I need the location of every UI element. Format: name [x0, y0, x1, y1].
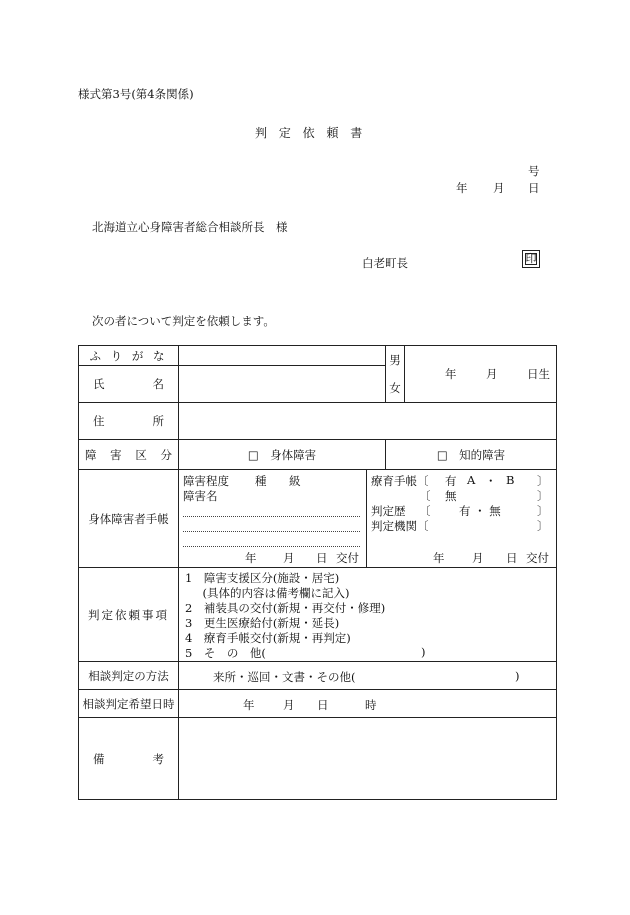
hope-date-label: 相談判定希望日時 [79, 690, 179, 718]
furigana-label: ふ り が な [79, 346, 179, 366]
hope-time: 時 [365, 698, 377, 712]
birth-date-cell[interactable] [405, 346, 557, 403]
method-value[interactable]: 来所・巡回・文書・その他( [213, 670, 356, 684]
history-label: 判定歴 [371, 504, 406, 518]
request-item-5[interactable]: 5 そ の 他( [185, 645, 266, 660]
issue-label: 交付 [526, 551, 549, 565]
disability-class-label: 障 害 区 分 [79, 440, 179, 470]
agency-label: 判定機関〔 [371, 519, 429, 533]
request-item-1[interactable]: 1 障害支援区分(施設・居宅) [185, 570, 340, 585]
dotted-line [183, 546, 360, 547]
sex-male[interactable]: 男 [389, 353, 401, 367]
intro-text: 次の者について判定を依頼します。 [92, 314, 275, 328]
bracket-close: 〕 [537, 519, 549, 533]
address-label: 住 所 [79, 403, 179, 440]
request-item-4[interactable]: 4 療育手帳交付(新規・再判定) [185, 630, 351, 645]
request-item-1-note: (具体的内容は備考欄に記入) [191, 585, 350, 600]
remarks-label: 備 考 [79, 718, 179, 800]
intellectual-disability-option[interactable]: □ 知的障害 [386, 440, 557, 470]
ryoiku-handbook-cell[interactable] [367, 470, 557, 568]
request-form-table [78, 345, 557, 800]
hope-date-cell[interactable] [179, 690, 557, 718]
request-item-2[interactable]: 2 補装具の交付(新規・再交付・修理) [185, 600, 386, 615]
birth-year: 年 [445, 367, 457, 381]
birth-month: 月 [486, 367, 498, 381]
document-title: 判 定 依 頼 書 [255, 126, 367, 140]
issue-year: 年 [433, 551, 445, 565]
sex-female[interactable]: 女 [389, 381, 401, 395]
sender: 白老町長 [362, 256, 408, 270]
type-label: 種 [255, 474, 267, 488]
issue-month: 月 [283, 551, 295, 565]
number-label: 号 [528, 164, 540, 178]
hope-month: 月 [283, 698, 295, 712]
method-label: 相談判定の方法 [79, 662, 179, 690]
birth-day: 日生 [527, 367, 550, 381]
physical-handbook-cell[interactable] [179, 470, 367, 568]
request-label: 判定依頼事項 [79, 568, 179, 662]
dotted-line [183, 516, 360, 517]
physical-disability-option[interactable]: □ 身体障害 [179, 440, 386, 470]
seal-stamp: 印 [522, 250, 540, 268]
request-items-cell[interactable] [179, 568, 557, 662]
addressee: 北海道立心身障害者総合相談所長 様 [92, 220, 288, 234]
address-field[interactable] [179, 403, 557, 440]
bracket-open: 〔 [419, 504, 431, 518]
ryoiku-label: 療育手帳〔 [371, 474, 429, 488]
ryoiku-yes[interactable]: 有 [445, 474, 457, 488]
name-field[interactable] [179, 366, 386, 403]
bracket-open: 〔 [419, 489, 431, 503]
history-yes-no[interactable]: 有 ・ 無 [459, 504, 501, 518]
form-number: 様式第3号(第4条関係) [78, 87, 194, 101]
date-day: 日 [528, 181, 540, 195]
ryoiku-dot: ・ [485, 474, 497, 488]
dotted-line [183, 531, 360, 532]
furigana-field[interactable] [179, 346, 386, 366]
disability-name-label: 障害名 [183, 489, 218, 503]
bracket-close: 〕 [537, 474, 549, 488]
request-item-5-close: ) [421, 644, 426, 659]
bracket-close: 〕 [537, 489, 549, 503]
issue-day: 日 [316, 551, 328, 565]
date-year: 年 [456, 181, 468, 195]
request-item-3[interactable]: 3 更生医療給付(新規・延長) [185, 615, 340, 630]
date-month: 月 [493, 181, 505, 195]
issue-month: 月 [472, 551, 484, 565]
hope-year: 年 [243, 698, 255, 712]
issue-year: 年 [245, 551, 257, 565]
issue-label: 交付 [336, 551, 359, 565]
ryoiku-grade-a[interactable]: A [467, 473, 476, 487]
name-label: 氏 名 [79, 366, 179, 403]
sex-cell[interactable] [386, 346, 405, 403]
hope-day: 日 [317, 698, 329, 712]
physical-handbook-label: 身体障害者手帳 [79, 470, 179, 568]
ryoiku-grade-b[interactable]: B [506, 473, 515, 487]
ryoiku-no[interactable]: 無 [445, 489, 457, 503]
method-close: ) [515, 669, 520, 683]
remarks-field[interactable] [179, 718, 557, 800]
issue-day: 日 [506, 551, 518, 565]
grade-label: 級 [289, 474, 301, 488]
disability-degree-label: 障害程度 [183, 474, 229, 488]
bracket-close: 〕 [537, 504, 549, 518]
method-cell[interactable] [179, 662, 557, 690]
